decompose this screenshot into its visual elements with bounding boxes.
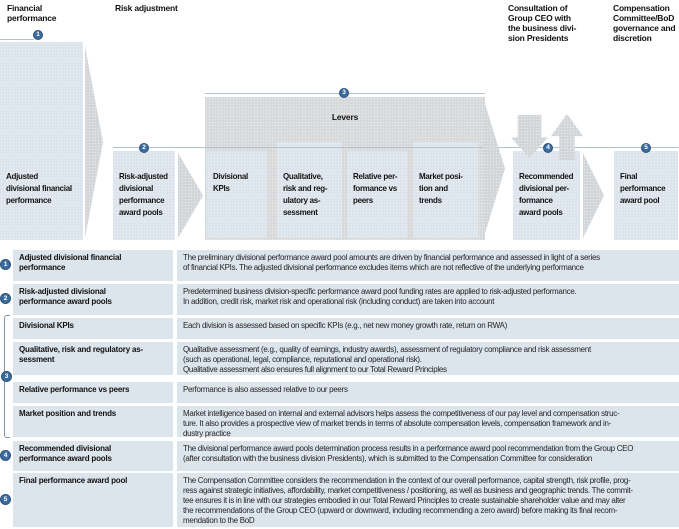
row-description: Performance is also assessed relative to our peers	[177, 382, 679, 403]
levers-label: Levers	[331, 112, 359, 122]
flow-box-recommended-award-pools: Recommended divisional per- formance award pools	[513, 151, 580, 240]
header-compensation-committee: Compensation Committee/BoD governance and discretion	[613, 3, 676, 43]
row-label: Relative performance vs peers	[13, 382, 173, 403]
lever-box-relative-performance: Relative per- formance vs peers	[347, 151, 407, 238]
step-badge-4: 4	[0, 450, 11, 461]
header-financial-performance: Financial performance	[7, 3, 57, 23]
step-badge-5: 5	[0, 494, 11, 505]
row-description: Predetermined business division-specific performance award pool funding rates are applied to risk-adjusted performance. In addition, credit risk, market risk and operational risk (including conduct) are taken into account	[177, 284, 679, 315]
step-badge-5: 5	[641, 143, 651, 153]
row-description: The preliminary divisional performance award pool amounts are driven by financial performance and assessed in light of a series of financial KPIs. The adjusted divisional performance excludes items which are not reflective of the underlying performance	[177, 250, 679, 281]
row-label: Divisional KPIs	[13, 318, 173, 339]
flow-arrow-icon	[483, 97, 505, 240]
row-description: The Compensation Committee considers the recommendation in the context of our overall performance, capital strength, risk profile, prog- ress against strategic initiatives, affordability, market competitiveness / positioning, as well as business and geographic trends. The commit- tee ensures it is in line with our strategies embodied in our Total Reward Principles to create sustainable shareholder value and may alter the recommendations of the Group CEO (upward or downward, including recommending a zero award) before making its final recom- mendation to the BoD	[177, 473, 679, 527]
row-description: Each division is assessed based on specific KPIs (e.g., net new money growth rate, return on RWA)	[177, 318, 679, 339]
step-badge-2: 2	[139, 143, 149, 153]
step-badge-3: 3	[339, 88, 349, 98]
row-label: Recommended divisional performance award pools	[13, 441, 173, 471]
header-risk-adjustment: Risk adjustment	[115, 3, 178, 13]
row-label: Risk-adjusted divisional performance award pools	[13, 284, 173, 315]
flow-arrow-icon	[178, 153, 203, 238]
guide-line-2-4-5	[113, 147, 679, 148]
step-badge-2: 2	[0, 293, 11, 304]
row-description: Qualitative assessment (e.g., quality of earnings, industry awards), assessment of regulatory compliance and risk assessment (such as operational, legal, compliance, reputational and operational risk). Qualitative assessment also ensures full alignment to our Total Reward Principles	[177, 342, 679, 375]
row-label: Qualitative, risk and regulatory as- sessment	[13, 342, 173, 375]
row-description: The divisional performance award pools determination process results in a performance award pool recommendation from the Group CEO (after consultation with the business division Presidents), which is submitted to the Compensation Committee for consideration	[177, 441, 679, 471]
row-description: Market intelligence based on internal and external advisors helps assess the competitiveness of our pay level and compensation struc- ture. It also provides a prospective view of market trends in terms of absolute compensation levels, compensation framework and in- dustry practice	[177, 406, 679, 437]
flow-box-adjusted-divisional-financial-performance: Adjusted divisional financial performance	[0, 42, 83, 240]
row-label: Market position and trends	[13, 406, 173, 437]
lever-box-qualitative-assessment: Qualitative, risk and reg- ulatory as- sessment	[277, 142, 342, 238]
row-label: Adjusted divisional financial performance	[13, 250, 173, 281]
lever-box-divisional-kpis: Divisional KPIs	[207, 151, 267, 238]
step-badge-1: 1	[33, 30, 43, 40]
flow-arrow-icon	[85, 46, 103, 238]
flow-box-risk-adjusted-award-pools: Risk-adjusted divisional performance award pools	[113, 151, 175, 240]
step-badge-4: 4	[543, 143, 553, 153]
flow-arrow-icon	[583, 153, 604, 238]
lever-box-market-position: Market posi- tion and trends	[413, 142, 478, 238]
row-label: Final performance award pool	[13, 473, 173, 527]
step-badge-1: 1	[0, 259, 11, 270]
guide-line-1	[0, 39, 34, 40]
step-badge-3: 3	[1, 371, 12, 382]
header-group-ceo-consultation: Consultation of Group CEO with the business divi- sion Presidents	[508, 3, 577, 43]
flow-box-final-award-pool: Final performance award pool	[614, 151, 678, 240]
